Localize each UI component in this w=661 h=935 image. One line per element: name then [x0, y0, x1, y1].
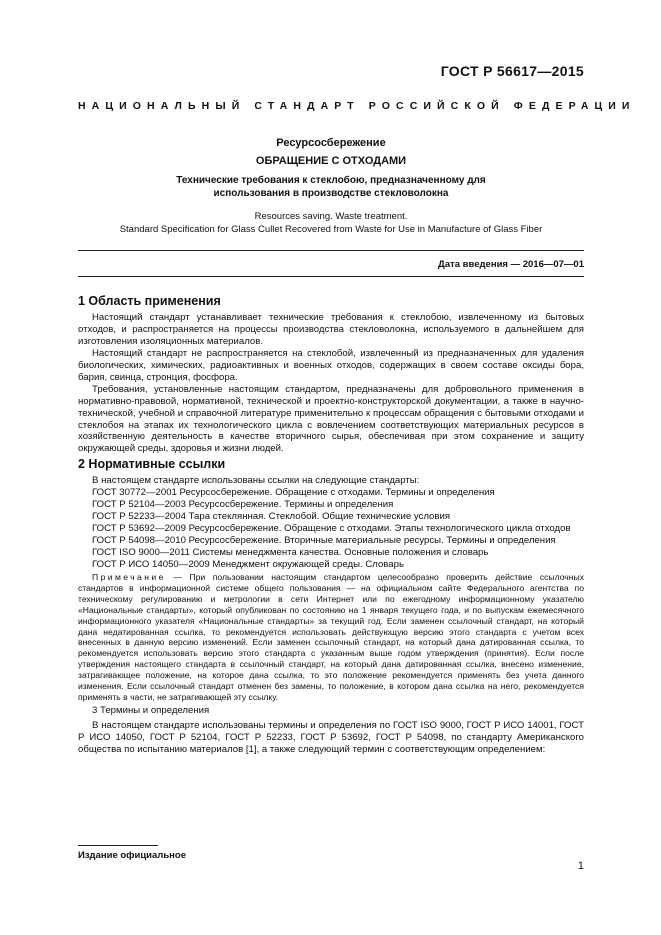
note-label: Примечание [92, 571, 166, 582]
title-line-3 [78, 174, 584, 200]
english-title-line-1: Resources saving. Waste treatment. [254, 211, 408, 222]
date-divider [78, 276, 584, 277]
reference-item: ГОСТ 30772—2001 Ресурсосбережение. Обращение с отходами. Термины и определения [92, 487, 495, 499]
section-2-heading: 2 Нормативные ссылки [78, 457, 226, 472]
document-body [78, 292, 584, 756]
title-line-2: ОБРАЩЕНИЕ С ОТХОДАМИ [255, 155, 407, 167]
section-1-heading: 1 Область применения [78, 294, 221, 308]
section-3-heading: 3 Термины и определения [92, 704, 210, 716]
reference-item: ГОСТ ISO 9000—2011 Системы менеджмента качества. Основные положения и словарь [92, 547, 489, 559]
official-edition-label: Издание официальное [78, 850, 186, 861]
section-1-paragraph-1: Настоящий стандарт устанавливает технические требования к стеклобою, извлеченному из бытовых отходов, и распространяется на процессы производства стекловолокна, используемого в дальнейшем для изготовления изоляционных материалов. [78, 311, 584, 347]
reference-item: ГОСТ Р 52104—2003 Ресурсосбережение. Термины и определения [92, 499, 394, 511]
section-3-paragraph-1: В настоящем стандарте использованы термины и определения по ГОСТ ISO 9000, ГОСТ Р ИСО 14001, ГОСТ Р ИСО 14050, ГОСТ Р 52104, ГОСТ Р 52233, ГОСТ Р 53692, ГОСТ Р 54098, по стандарту Американского общества по испытанию материалов [1], а также следующий термин с соответствующим определением: [78, 719, 584, 755]
reference-item: ГОСТ Р 54098—2010 Ресурсосбережение. Вторичные материальные ресурсы. Термины и определения [92, 535, 556, 547]
footer-divider [78, 845, 158, 846]
section-1-paragraph-2: Настоящий стандарт не распространяется на стеклобой, извлеченный из предназначенных для удаления биологических, химических, радиоактивных и военных отходов, содержащих в своем составе оксиды бора, бария, свинца, стронция, фосфора. [78, 347, 584, 383]
national-standard-banner: НАЦИОНАЛЬНЫЙ СТАНДАРТ РОССИЙСКОЙ ФЕДЕРАЦИИ [78, 100, 636, 112]
date-of-introduction: Дата введения — 2016—07—01 [438, 259, 584, 270]
reference-item: ГОСТ Р 53692—2009 Ресурсосбережение. Обращение с отходами. Этапы технологического цикла отходов [92, 523, 571, 535]
note-text: — При пользовании настоящим стандартом целесообразно проверить действие ссылочных стандартов в информационной системе общего пользования — на официальном сайте Федерального агентства по техническому регулированию и метрологии в сети Интернет или по ежегодному информационному указателю «Национальные стандарты», который опубликован по состоянию на 1 января текущего года, и по выпускам ежемесячного информационного указателя «Национальные стандарты» за текущий год. Если заменен ссылочный стандарт, на который дана недатированная ссылка, то рекомендуется использовать действующую версию этого стандарта с учетом всех внесенных в данную версию изменений. Если заменен ссылочный стандарт, на который дана датированная ссылка, то рекомендуется использовать версию этого стандарта с указанным выше годом утверждения (принятия). Если после утверждения настоящего стандарта в ссылочный стандарт, на который дана датированная ссылка, внесено изменение, затрагивающее положение, на которое дана ссылка, то это положение рекомендуется применять без учета данного изменения. Если ссылочный стандарт отменен без замены, то положение, в котором дана ссылка на него, рекомендуется применять в части, не затрагивающей эту ссылку. [78, 571, 584, 702]
reference-item: ГОСТ Р ИСО 14050—2009 Менеджмент окружающей среды. Словарь [92, 559, 404, 571]
title-line-1: Ресурсосбережение [276, 137, 386, 149]
section-2-intro: В настоящем стандарте использованы ссылки на следующие стандарты: [92, 475, 420, 487]
english-title-line-2: Standard Specification for Glass Cullet Recovered from Waste for Use in Manufacture of Glass Fiber [119, 223, 543, 235]
top-divider [78, 250, 584, 251]
reference-note [78, 572, 584, 703]
section-1-paragraph-3: Требования, установленные настоящим стандартом, предназначены для добровольного применения в нормативно-правовой, нормативной, технической и проектно-конструкторской документации, а также в научно-технической, учебной и справочной литературе применительно к процессам обращения с бытовыми отходами и стеклобоя на этапах их технологического цикла с вовлечением соответствующих материальных ресурсов в хозяйственную деятельность в качестве вторичного сырья, обеспечивая при этом сохранение и защиту окружающей среды, здоровья и жизни людей. [78, 383, 584, 455]
gost-number: ГОСТ Р 56617—2015 [440, 63, 584, 79]
english-title [78, 211, 584, 236]
page-number: 1 [577, 860, 584, 872]
reference-item: ГОСТ Р 52233—2004 Тара стеклянная. Стеклобой. Общие технические условия [92, 511, 451, 523]
title-line-3-text: Технические требования к стеклобою, предназначенному для использования в производстве стекловолокна [176, 175, 486, 199]
